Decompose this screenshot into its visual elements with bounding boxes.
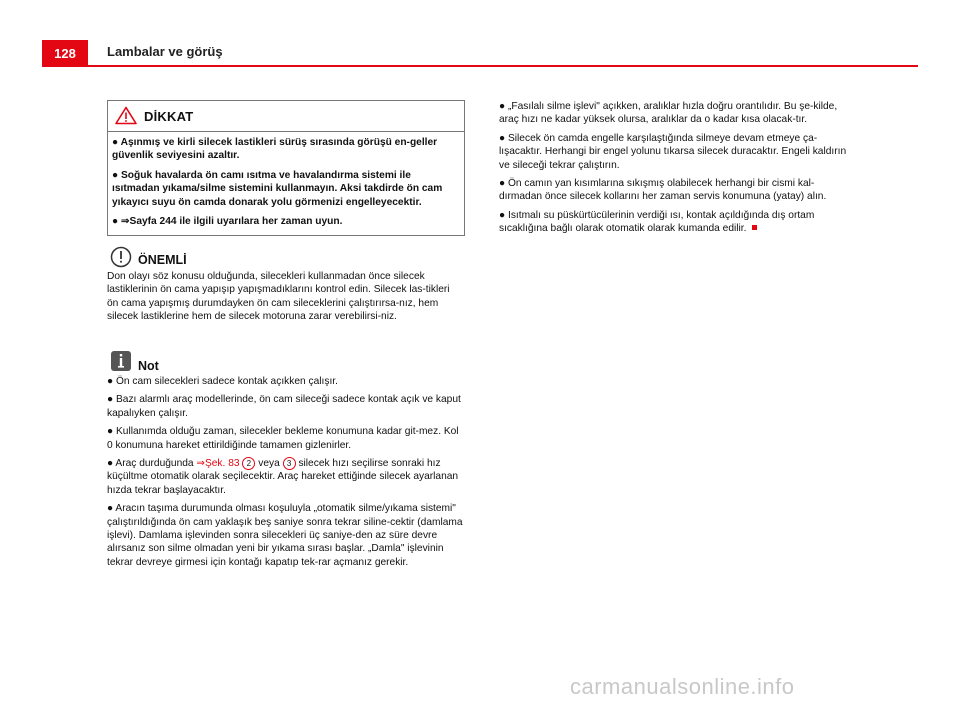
right-item: ● „Fasılalı silme işlevi" açıkken, aralıklar hızla doğru orantılıdır. Bu şe-kilde, araç hızı ne kadar yüksek olursa, aralıklar da o kadar kısa olacak-tır. xyxy=(499,101,838,126)
important-title: ÖNEMLİ xyxy=(138,253,187,267)
right-item-text: ● Isıtmalı su püskürtücülerinin verdiği ısı, kontak açıldığında dış ortam sıcaklığına bağlı olarak otomatik olarak kumanda edilir. xyxy=(499,209,815,235)
warning-title: DİKKAT xyxy=(144,109,194,124)
note-item: ● Ön cam silecekleri sadece kontak açıkken çalışır. xyxy=(107,376,338,387)
warning-body xyxy=(108,132,464,228)
page-title: Lambalar ve görüş xyxy=(107,44,223,59)
callout-number: 3 xyxy=(283,457,296,470)
note-item: ● Aracın taşıma durumunda olması koşuluyla „otomatik silme/yıkama sistemi" çalıştırıldığında ön cam yaklaşık beş saniye sonra tekrar siline-cektir (damlama işlevi). Damlama işlevinden sonra silecekleri üç saniye-den az süre devre alırsanız son silme olmadan yeni bir yıkama sırası başlar. „Damla" işlevinin tekrar devreye girmesi için kontağı kapatıp tek-rar açmanız gerekir. xyxy=(107,503,463,568)
note-item: ● Bazı alarmlı araç modellerinde, ön cam sileceği sadece kontak açık ve kaput kapalıyken çalışır. xyxy=(107,394,461,419)
header-divider xyxy=(88,65,918,67)
note-text-block xyxy=(107,375,463,574)
callout-number: 2 xyxy=(242,457,255,470)
exclamation-circle-icon xyxy=(110,246,132,268)
right-item: ● Silecek ön camda engelle karşılaştığında silmeye devam etmeye ça-lışacaktır. Herhangi bir engel yolunu tıkarsa silecek duracaktır. Engeli kaldırın ve sileceği tekrar çalıştırın. xyxy=(499,132,847,171)
info-icon xyxy=(110,350,132,372)
important-text: Don olayı söz konusu olduğunda, silecekleri kullanmadan önce silecek lastiklerinin ön cama yapışıp yapışmadıklarını kontrol edin. Silecek las-tikleri ön cama yapışmış durumdayken ön cam sileceklerini çalıştırırsa-nız, hem silecek lastiklerine hem de silecek motoruna zarar verebilirsi-niz. xyxy=(107,271,450,323)
important-text-block xyxy=(107,270,463,329)
warning-header xyxy=(108,101,464,132)
warning-item: ● Soğuk havalarda ön camı ısıtma ve havalandırma sistemi ile ısıtmadan yıkama/silme sistemini kullanmayın. Aksi takdirde ön cam yıkayıcı suyu ön camda donarak yolu görmenizi engelleyecektir. xyxy=(112,169,443,208)
note-item: ● Kullanımda olduğu zaman, silecekler bekleme konumuna kadar git-mez. Kol 0 konumuna hareket ettirildiğinde tamamen gizlenirler. xyxy=(107,426,459,451)
watermark: carmanualsonline.info xyxy=(570,674,795,699)
note-item-text: silecek hızı seçilirse sonraki hız küçültme otomatik olarak seçilecektir. Araç hareket ettiğinde silecek ayarlanan hızda tekrar başlayacaktır. xyxy=(107,458,459,496)
right-item: ● Ön camın yan kısımlarına sıkışmış olabilecek herhangi bir cismi kal-dırmadan önce silecek kollarını her zaman servis konumuna (yatay) alın. xyxy=(499,178,827,203)
warning-item: ● ⇒Sayfa 244 ile ilgili uyarılara her zaman uyun. xyxy=(112,216,343,228)
warning-box xyxy=(107,100,465,236)
figure-reference-link[interactable]: ⇒Şek. 83 xyxy=(196,458,240,470)
note-item xyxy=(107,457,463,497)
page-number: 128 xyxy=(42,40,88,67)
note-item-text: veya xyxy=(258,458,280,470)
right-item xyxy=(499,209,855,236)
warning-item: ● Aşınmış ve kirli silecek lastikleri sürüş sırasında görüşü en-geller güvenlik seviyesini azaltır. xyxy=(112,137,438,162)
warning-triangle-icon xyxy=(115,106,137,125)
note-title: Not xyxy=(138,359,159,373)
right-column xyxy=(499,100,855,241)
note-item-text: ● Araç durduğunda xyxy=(107,458,194,470)
section-end-marker xyxy=(752,225,757,230)
